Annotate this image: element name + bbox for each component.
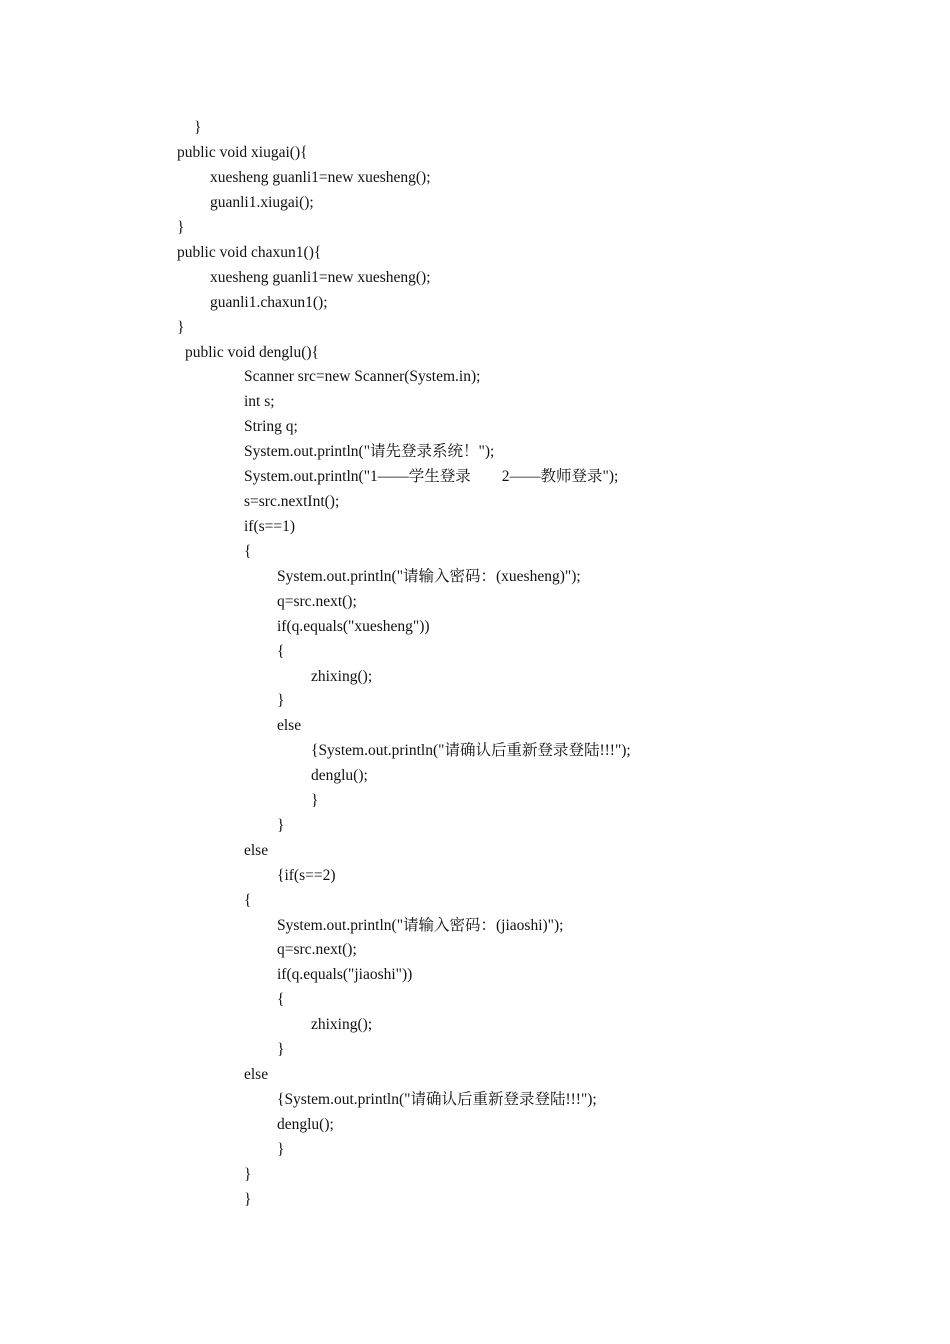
code-line: {	[244, 543, 252, 560]
code-line: else	[277, 717, 302, 734]
code-line: else	[244, 1066, 269, 1083]
code-line: }	[244, 1166, 252, 1183]
code-line: {	[244, 892, 252, 909]
code-line: }	[194, 119, 202, 136]
code-line: q=src.next();	[277, 593, 357, 610]
code-line: Scanner src=new Scanner(System.in);	[244, 368, 481, 385]
code-line: }	[244, 1191, 252, 1208]
code-line: {	[277, 991, 285, 1008]
code-line: guanli1.xiugai();	[210, 194, 314, 211]
code-line: public void denglu(){	[185, 344, 319, 361]
code-line: public void chaxun1(){	[177, 244, 322, 261]
code-line: }	[277, 1141, 285, 1158]
code-line: public void xiugai(){	[177, 144, 308, 161]
code-line: System.out.println("请输入密码：(xuesheng)");	[277, 568, 581, 585]
code-line: {	[277, 643, 285, 660]
code-line: q=src.next();	[277, 941, 357, 958]
code-line: {System.out.println("请确认后重新登录登陆!!!");	[277, 1091, 597, 1108]
code-line: zhixing();	[311, 668, 373, 685]
code-line: {System.out.println("请确认后重新登录登陆!!!");	[311, 742, 631, 759]
code-line: zhixing();	[311, 1016, 373, 1033]
code-line: if(q.equals("jiaoshi"))	[277, 966, 413, 983]
code-line: }	[177, 219, 185, 236]
code-line: else	[244, 842, 269, 859]
code-line: int s;	[244, 393, 275, 410]
code-line: denglu();	[311, 767, 368, 784]
code-line: }	[277, 817, 285, 834]
code-line: System.out.println("1——学生登录 2——教师登录");	[244, 468, 619, 485]
code-line: }	[277, 692, 285, 709]
code-line: if(q.equals("xuesheng"))	[277, 618, 430, 635]
code-line: }	[177, 319, 185, 336]
code-line: System.out.println("请先登录系统！");	[244, 443, 495, 460]
code-line: {if(s==2)	[277, 867, 336, 884]
code-line: String q;	[244, 418, 298, 435]
code-line: xuesheng guanli1=new xuesheng();	[210, 169, 431, 186]
code-line: }	[277, 1041, 285, 1058]
code-line: denglu();	[277, 1116, 334, 1133]
code-line: xuesheng guanli1=new xuesheng();	[210, 269, 431, 286]
code-line: if(s==1)	[244, 518, 296, 535]
code-line: }	[311, 792, 319, 809]
code-line: guanli1.chaxun1();	[210, 294, 328, 311]
code-line: s=src.nextInt();	[244, 493, 340, 510]
code-line: System.out.println("请输入密码：(jiaoshi)");	[277, 917, 564, 934]
